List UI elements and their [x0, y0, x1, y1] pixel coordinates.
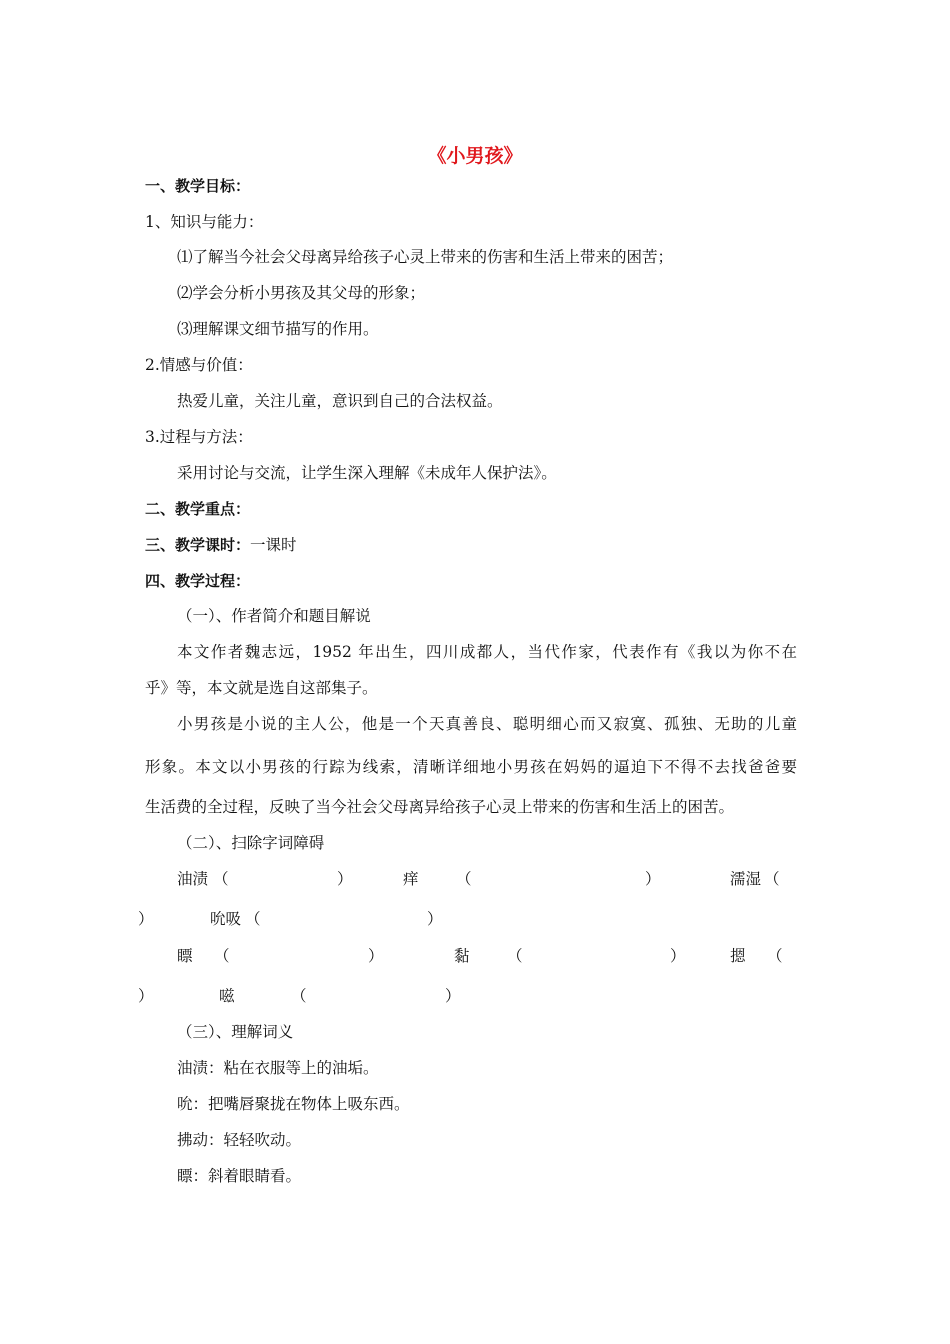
- open-paren: （: [245, 910, 261, 928]
- definition-item: 油渍：粘在衣服等上的油垢。: [177, 1059, 379, 1077]
- vocab-word: 痒: [403, 870, 419, 888]
- open-paren: （: [213, 870, 229, 888]
- vocab-word: 嗞: [219, 987, 235, 1005]
- open-paren: （: [764, 870, 780, 888]
- open-paren: （: [214, 947, 230, 965]
- process-method-text: 采用讨论与交流，让学生深入理解《未成年人保护法》。: [177, 464, 557, 482]
- vocab-word: 黏: [454, 947, 470, 965]
- open-paren: （: [507, 947, 523, 965]
- class-hours-value: 一课时: [250, 536, 297, 554]
- part1-heading: （一）、作者简介和题目解说: [177, 607, 371, 625]
- open-paren: （: [767, 947, 783, 965]
- close-paren: ）: [368, 947, 384, 965]
- knowledge-ability-heading: 1、知识与能力：: [145, 213, 264, 231]
- class-hours-row: [145, 535, 297, 555]
- vocab-word: 濡湿: [730, 870, 762, 888]
- close-paren: ）: [138, 987, 154, 1005]
- key-points-heading: 二、教学重点：: [145, 500, 251, 518]
- author-intro-line: 本文作者魏志远，1952 年出生，四川成都人，当代作家，代表作有《我以为你不在: [177, 643, 797, 661]
- teaching-goals-heading: 一、教学目标：: [145, 177, 251, 195]
- summary-line: 形象。本文以小男孩的行踪为线索，清晰详细地小男孩在妈妈的逼迫下不得不去找爸爸要: [145, 758, 797, 776]
- close-paren: ）: [427, 910, 443, 928]
- open-paren: （: [291, 987, 307, 1005]
- close-paren: ）: [138, 910, 154, 928]
- definition-item: 吮：把嘴唇聚拢在物体上吸东西。: [177, 1095, 410, 1113]
- document-title: 《小男孩》: [427, 145, 523, 167]
- summary-line: 小男孩是小说的主人公，他是一个天真善良、聪明细心而又寂寞、孤独、无助的儿童: [177, 715, 797, 733]
- vocab-word: 瞟: [177, 947, 193, 965]
- emotion-value-heading: 2.情感与价值：: [145, 356, 253, 374]
- close-paren: ）: [337, 870, 353, 888]
- summary-line: 生活费的全过程，反映了当今社会父母离异给孩子心灵上带来的伤害和生活上的困苦。: [145, 798, 735, 816]
- knowledge-item: ⑵学会分析小男孩及其父母的形象；: [177, 284, 426, 302]
- vocab-word: 吮吸: [210, 910, 242, 928]
- part2-heading: （二）、扫除字词障碍: [177, 834, 325, 852]
- part3-heading: （三）、理解词义: [177, 1023, 294, 1041]
- author-intro-line: 乎》等，本文就是选自这部集子。: [145, 679, 378, 697]
- close-paren: ）: [670, 947, 686, 965]
- class-hours-heading: 三、教学课时：: [145, 536, 251, 554]
- emotion-value-text: 热爱儿童，关注儿童，意识到自己的合法权益。: [177, 392, 503, 410]
- definition-item: 拂动：轻轻吹动。: [177, 1131, 302, 1149]
- vocab-word: 摁: [730, 947, 746, 965]
- teaching-process-heading: 四、教学过程：: [145, 572, 251, 590]
- vocab-word: 油渍: [177, 870, 209, 888]
- knowledge-item: ⑶理解课文细节描写的作用。: [177, 320, 379, 338]
- close-paren: ）: [645, 870, 661, 888]
- process-method-heading: 3.过程与方法：: [145, 428, 253, 446]
- knowledge-item: ⑴了解当今社会父母离异给孩子心灵上带来的伤害和生活上带来的困苦；: [177, 248, 674, 266]
- open-paren: （: [456, 870, 472, 888]
- close-paren: ）: [445, 987, 461, 1005]
- definition-item: 瞟：斜着眼睛看。: [177, 1167, 302, 1185]
